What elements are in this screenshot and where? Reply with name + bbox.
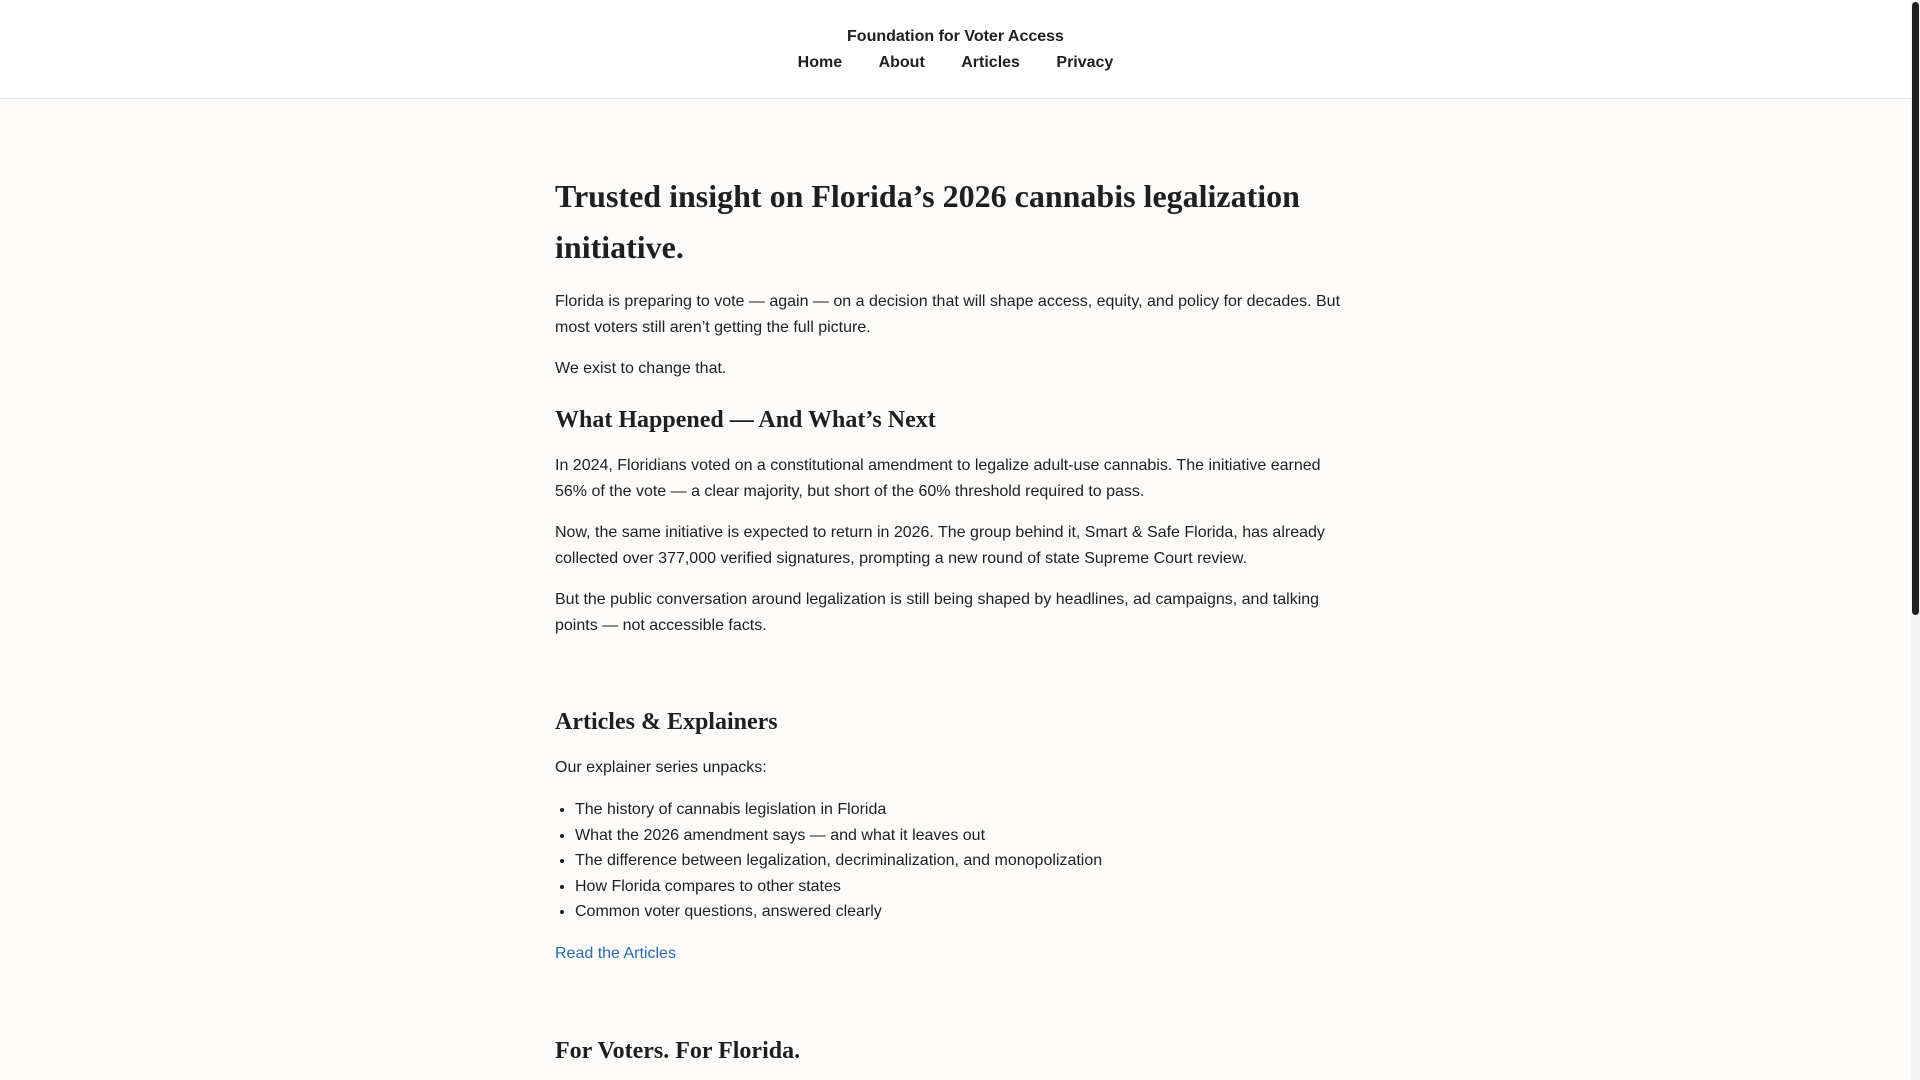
main-content xyxy=(555,99,1345,1066)
hero-title: Trusted insight on Florida’s 2026 cannabis legalization initiative. xyxy=(555,178,1300,265)
list-item: • Common voter questions, answered clearly xyxy=(575,899,1345,925)
scrollbar-thumb[interactable] xyxy=(1912,2,1919,615)
nav-link-articles[interactable]: Articles xyxy=(961,54,1020,71)
explainer-list xyxy=(555,797,1345,925)
hero-tagline: We exist to change that. xyxy=(555,360,727,377)
what-happened-paragraph: But the public conversation around legalization is still being shaped by headlines, ad campaigns, and talking points — not accessible facts. xyxy=(555,591,1320,634)
nav-link-about[interactable]: About xyxy=(878,54,925,71)
articles-intro: Our explainer series unpacks: xyxy=(555,759,767,776)
list-item: • What the 2026 amendment says — and what it leaves out xyxy=(575,823,1345,849)
site-header xyxy=(0,0,1911,99)
list-item: • The difference between legalization, decriminalization, and monopolization xyxy=(575,848,1345,874)
articles-heading: Articles & Explainers xyxy=(555,709,778,735)
scrollbar-track[interactable] xyxy=(1911,0,1920,1080)
hero-intro: Florida is preparing to vote — again — on a decision that will shape access, equity, and policy for decades. But most voters still aren’t getting the full picture. xyxy=(555,293,1341,336)
read-the-articles-link[interactable]: Read the Articles xyxy=(555,944,676,962)
nav-link-privacy[interactable]: Privacy xyxy=(1056,54,1114,71)
list-item: • The history of cannabis legislation in Florida xyxy=(575,797,1345,823)
read-link-wrapper xyxy=(555,941,1345,967)
what-happened-paragraph: Now, the same initiative is expected to return in 2026. The group behind it, Smart & Safe Florida, has already collected over 377,000 verified signatures, prompting a new round of state Supreme Court review. xyxy=(555,524,1325,567)
main-nav xyxy=(0,53,1911,72)
list-item: • How Florida compares to other states xyxy=(575,874,1345,900)
voters-heading: For Voters. For Florida. xyxy=(555,1037,801,1064)
nav-link-home[interactable]: Home xyxy=(797,54,843,71)
site-title: Foundation for Voter Access xyxy=(847,28,1064,45)
what-happened-paragraph: In 2024, Floridians voted on a constitutional amendment to legalize adult-use cannabis. The initiative earned 56% of the vote — a clear majority, but short of the 60% threshold required to pass. xyxy=(555,457,1321,500)
what-happened-heading: What Happened — And What’s Next xyxy=(555,407,936,433)
